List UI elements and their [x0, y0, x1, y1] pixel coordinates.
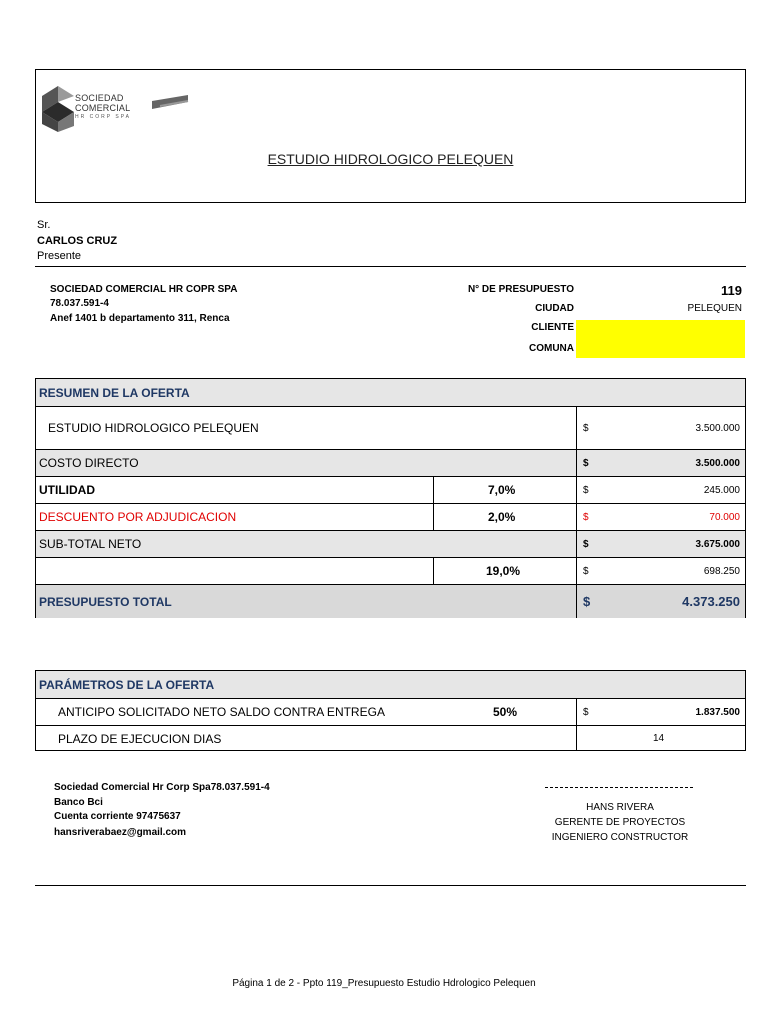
- currency-symbol: $: [583, 511, 589, 523]
- budget-number-label: N° DE PRESUPUESTO: [467, 284, 574, 295]
- currency-symbol: $: [583, 538, 589, 550]
- divider: [576, 585, 577, 618]
- client-field: [576, 320, 745, 339]
- divider: [35, 266, 746, 267]
- divider: [576, 726, 577, 751]
- subtotal-amount: 3.675.000: [695, 538, 740, 550]
- salutation: Sr.: [37, 219, 51, 231]
- currency-symbol: $: [583, 706, 589, 718]
- signer-role: GERENTE DE PROYECTOS: [554, 817, 686, 828]
- parameters-header: [36, 671, 745, 698]
- divider: [35, 885, 746, 886]
- direct-cost-amount: 3.500.000: [695, 457, 740, 469]
- logo-text: SOCIEDAD: [75, 93, 124, 103]
- divider: [576, 450, 577, 476]
- company-logo: [40, 82, 190, 132]
- divider: [433, 477, 434, 503]
- divider: [576, 504, 577, 530]
- table-row: [36, 698, 745, 725]
- parameters-title: PARÁMETROS DE LA OFERTA: [39, 677, 215, 692]
- table-row: [36, 476, 745, 503]
- currency-symbol: $: [583, 565, 589, 577]
- signature-line: [545, 787, 693, 788]
- contact-email: hansriverabaez@gmail.com: [54, 827, 187, 838]
- item-amount: 3.500.000: [695, 422, 740, 434]
- divider: [433, 558, 434, 584]
- divider: [576, 477, 577, 503]
- discount-label: DESCUENTO POR ADJUDICACION: [39, 510, 237, 524]
- total-amount: 4.373.250: [682, 594, 740, 609]
- subtotal-label: SUB-TOTAL NETO: [39, 537, 142, 551]
- table-row: [36, 530, 745, 557]
- parameters-table: [35, 670, 746, 751]
- table-row: [36, 725, 745, 751]
- comuna-label: COMUNA: [529, 343, 574, 354]
- table-row: [36, 584, 745, 618]
- discount-percent: 2,0%: [488, 510, 516, 524]
- utility-percent: 7,0%: [488, 483, 516, 497]
- logo-text: HR CORP SPA: [75, 114, 131, 120]
- city-label: CIUDAD: [535, 303, 574, 314]
- company-rut: 78.037.591-4: [50, 298, 109, 309]
- summary-header: [36, 379, 745, 406]
- signer-title: INGENIERO CONSTRUCTOR: [551, 832, 689, 843]
- budget-number: 119: [721, 283, 742, 298]
- item-label: ESTUDIO HIDROLOGICO PELEQUEN: [48, 421, 259, 435]
- advance-percent: 50%: [493, 705, 518, 719]
- advance-amount: 1.837.500: [695, 706, 740, 718]
- company-address: Anef 1401 b departamento 311, Renca: [50, 313, 230, 324]
- city-value: PELEQUEN: [687, 303, 742, 314]
- recipient-name: CARLOS CRUZ: [37, 235, 118, 247]
- document-title: ESTUDIO HIDROLOGICO PELEQUEN: [267, 151, 514, 167]
- table-row: [36, 503, 745, 530]
- utility-amount: 245.000: [703, 484, 740, 496]
- summary-title: RESUMEN DE LA OFERTA: [39, 385, 190, 400]
- recipient-closing: Presente: [37, 250, 82, 262]
- term-label: PLAZO DE EJECUCION DIAS: [58, 731, 222, 746]
- document-header: [35, 69, 746, 203]
- company-name: SOCIEDAD COMERCIAL HR COPR SPA: [50, 284, 238, 295]
- page-footer: Página 1 de 2 - Ppto 119_Presupuesto Estudio Hdrologico Pelequen: [232, 978, 536, 989]
- currency-symbol: $: [583, 422, 589, 434]
- tax-amount: 698.250: [703, 565, 740, 577]
- divider: [576, 558, 577, 584]
- comuna-field: [576, 339, 745, 358]
- table-row: [36, 557, 745, 584]
- utility-label: UTILIDAD: [39, 483, 95, 497]
- currency-symbol: $: [583, 594, 591, 609]
- currency-symbol: $: [583, 484, 589, 496]
- table-row: [36, 406, 745, 449]
- divider: [576, 531, 577, 557]
- direct-cost-label: COSTO DIRECTO: [39, 456, 139, 470]
- term-value: 14: [653, 733, 665, 744]
- tax-percent: 19,0%: [486, 564, 521, 578]
- bank-account: Cuenta corriente 97475637: [54, 811, 181, 822]
- divider: [576, 407, 577, 449]
- discount-amount: 70.000: [709, 511, 740, 523]
- bank-name: Banco Bci: [54, 797, 103, 808]
- divider: [576, 699, 577, 725]
- summary-table: [35, 378, 746, 618]
- currency-symbol: $: [583, 457, 589, 469]
- table-row: [36, 449, 745, 476]
- signer-name: HANS RIVERA: [586, 802, 654, 813]
- client-label: CLIENTE: [531, 322, 574, 333]
- total-label: PRESUPUESTO TOTAL: [39, 594, 172, 609]
- logo-text: COMERCIAL: [75, 103, 131, 113]
- divider: [433, 504, 434, 530]
- advance-label: ANTICIPO SOLICITADO NETO SALDO CONTRA ENTREGA: [58, 705, 385, 719]
- bank-company: Sociedad Comercial Hr Corp Spa78.037.591-4: [54, 782, 270, 793]
